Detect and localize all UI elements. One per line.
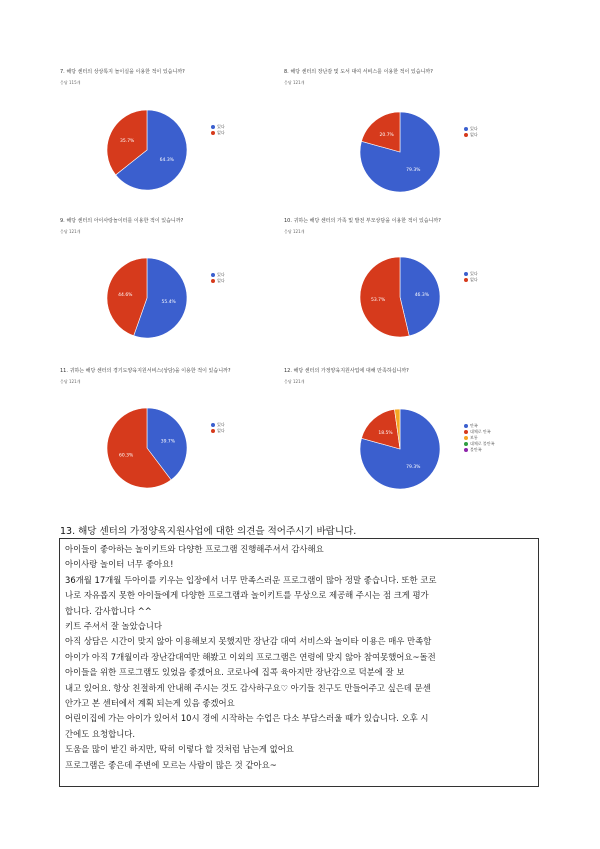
legend-swatch [211,125,215,129]
answer-line: 아직 상담은 시간이 맞지 않아 이용해보지 못했지만 장난감 대여 서비스와 놀이타 이용은 매우 만족함 [65,636,432,647]
legend-label: 대체로 불만족 [470,441,495,446]
pie-chart [276,50,495,197]
chart-panel-3 [52,199,274,346]
slice-label: 44.6% [118,292,133,298]
legend-label: 없다 [470,277,478,282]
answer-line: 36개월 17개월 두아이를 키우는 입장에서 너무 만족스러운 프로그램이 많아 정말 좋습니다. 또한 코로 [65,574,437,585]
legend-item [211,278,225,284]
answer-line: 아이사랑 놀이터 너무 좋아요! [65,559,174,570]
answers-box [59,538,539,787]
legend-item [211,130,225,136]
legend-label: 만족 [470,423,478,428]
answer-line: 아이가 아직 7개월이라 장난감대여만 해봤고 이외의 프로그램은 연령에 맞지 않아 참여못했어요~돌전 [65,651,436,662]
legend-swatch [211,423,215,427]
legend-item [464,277,478,283]
slice-label: 18.5% [378,430,393,436]
slice-label: 46.3% [414,292,429,298]
answer-line: 간에도 요청합니다. [65,728,136,739]
response-count: 응답 121개 [284,80,305,85]
chart-legend [464,423,494,453]
response-count: 응답 121개 [60,229,81,234]
legend-label: 있다 [470,271,478,276]
chart-question: 8. 해당 센터의 장난감 및 도서 대여 서비스를 이용한 적이 있습니까? [284,69,433,75]
pie-chart [276,349,495,497]
slice-label: 20.7% [379,132,394,138]
pie-chart [52,199,274,346]
legend-label: 있다 [217,422,225,427]
slice-label: 39.7% [160,439,176,445]
legend-swatch [211,273,215,277]
slice-label: 53.7% [371,298,386,304]
legend-swatch [464,272,468,276]
response-count: 응답 121개 [284,379,305,384]
answer-line: 프로그램은 좋은데 주변에 모르는 사람이 많은 것 같아요~ [65,759,277,770]
answer-line: 아이들을 위한 프로그램도 있었음 좋겠어요. 코로나에 집콕 육아지만 장난감으로 덕분에 잘 보 [65,667,405,678]
answer-line: 도움을 많이 받긴 하지만, 딱히 이렇다 할 것처럼 남는게 없어요 [65,744,294,755]
chart-question: 7. 해당 센터의 상상톡지 놀이실을 이용한 적이 있습니까? [60,69,185,75]
legend-swatch [464,424,468,428]
chart-panel-4 [276,199,495,346]
legend-swatch [211,131,215,135]
legend-swatch [464,448,468,452]
chart-legend [464,271,478,283]
answer-line: 어린이집에 가는 아이가 있어서 10시 경에 시작하는 수업은 다소 부담스러울 때가 있습니다. 오후 시 [65,713,429,724]
chart-question: 12. 해당 센터의 가정양육지원사업에 대해 만족하십니까? [284,368,409,374]
legend-label: 없다 [217,278,225,283]
answer-line: 합니다. 감사합니다 ^^ [65,605,152,616]
legend-swatch [211,429,215,433]
chart-question: 10. 귀하는 해당 센터의 가족 및 발전 부모상담을 이용한 적이 있습니까? [284,218,441,224]
legend-swatch [464,278,468,282]
chart-legend [211,422,225,434]
answer-line: 아이들이 좋아하는 놀이키트와 다양한 프로그램 진행해주셔서 감사해요 [65,544,324,554]
legend-label: 없다 [217,130,225,135]
pie-chart [52,50,274,197]
legend-label: 있다 [217,124,225,129]
slice-label: 55.4% [161,300,176,306]
survey-charts-grid [52,50,495,497]
legend-label: 보통 [470,435,478,440]
response-count: 응답 115개 [60,80,81,85]
slice-label: 35.7% [120,138,135,144]
legend-swatch [464,442,468,446]
response-count: 응답 121개 [60,379,81,384]
chart-question: 9. 해당 센터의 아이사랑놀이터를 이용한 적이 있습니까? [60,218,184,224]
legend-swatch [464,430,468,434]
chart-panel-2 [276,50,495,197]
answer-line: 키트 주셔서 잘 놀았습니다 [65,621,162,632]
legend-swatch [464,436,468,440]
slice-label: 79.3% [406,465,421,471]
legend-item [464,132,478,138]
pie-chart [52,349,274,497]
legend-label: 없다 [470,132,478,137]
chart-panel-5 [52,349,274,497]
slice-label: 64.3% [159,158,174,164]
legend-label: 불만족 [470,447,482,452]
legend-swatch [464,133,468,137]
chart-question: 11. 귀하는 해당 센터의 경기도양육지원서비스(상담)을 이용한 적이 있습니까? [60,368,231,374]
answer-line: 내고 있어요. 항상 친절하게 안내해 주시는 것도 감사하구요♡ 아기들 친구도 만들어주고 싶은데 문센 [65,682,431,693]
question-13-title: 13. 해당 센터의 가정양육지원사업에 대한 의견을 적어주시기 바랍니다. [60,526,357,537]
response-count: 응답 121개 [284,229,305,234]
chart-legend [211,124,225,136]
answer-line: 나로 자유롭지 못한 아이들에게 다양한 프로그램과 놀이키트를 무상으로 제공해 주시는 점 크게 평가 [65,590,429,601]
legend-label: 대체로 만족 [470,429,491,434]
pie-chart [276,199,495,346]
legend-swatch [464,127,468,131]
legend-label: 없다 [217,428,225,433]
legend-label: 있다 [470,126,478,131]
slice-label: 60.3% [118,453,134,459]
legend-item [211,428,225,434]
legend-item [464,447,494,453]
legend-label: 있다 [217,272,225,277]
chart-panel-1 [52,50,274,197]
chart-legend [464,126,478,138]
chart-legend [211,272,225,284]
legend-swatch [211,279,215,283]
slice-label: 79.3% [406,168,421,174]
answer-line: 안가고 본 센터에서 계획 되는게 있음 좋겠어요 [65,698,235,709]
chart-panel-6 [276,349,495,497]
